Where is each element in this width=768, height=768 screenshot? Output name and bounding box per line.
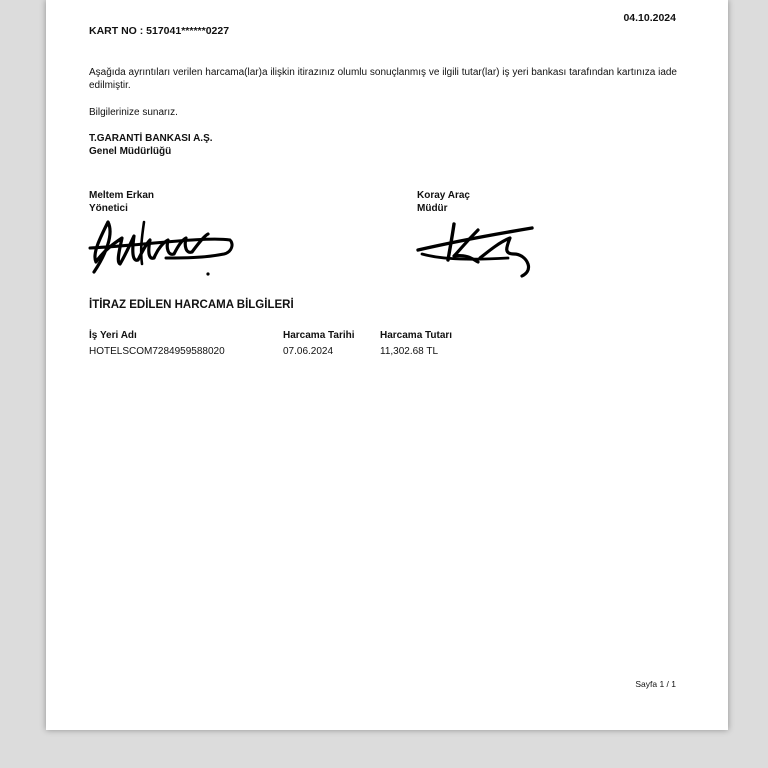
card-number: KART NO : 517041******0227 <box>89 25 230 37</box>
signatory-2-name: Koray Araç <box>417 190 470 201</box>
bank-department: Genel Müdürlüğü <box>89 145 172 157</box>
closing-line: Bilgilerinize sunarız. <box>89 107 178 118</box>
table-header-amount: Harcama Tutarı <box>380 330 453 341</box>
signature-1-image <box>86 214 236 280</box>
table-header-date: Harcama Tarihi <box>283 330 355 341</box>
table-cell-date: 07.06.2024 <box>283 346 334 357</box>
signatory-1 <box>89 190 154 215</box>
table-cell-merchant: HOTELSCOM7284959588020 <box>89 346 225 357</box>
table-header-merchant: İş Yeri Adı <box>89 330 137 341</box>
bank-name: T.GARANTİ BANKASI A.Ş. <box>89 133 213 144</box>
body-paragraph: Aşağıda ayrıntıları verilen harcama(lar)a ilişkin itirazınız olumlu sonuçlanmış ve ilgili tutar(lar) iş yeri bankası tarafından kartınıza iade edilmiştir. <box>89 67 677 91</box>
signatory-1-title: Yönetici <box>89 202 128 214</box>
table-cell-amount: 11,302.68 TL <box>380 346 439 357</box>
page-number: Sayfa 1 / 1 <box>635 679 676 689</box>
signatory-2-title: Müdür <box>417 202 448 214</box>
section-title: İTİRAZ EDİLEN HARCAMA BİLGİLERİ <box>89 299 294 311</box>
signature-2-image <box>414 214 538 280</box>
document-page <box>46 0 728 730</box>
document-date: 04.10.2024 <box>623 12 676 24</box>
bank-block <box>89 133 213 158</box>
signatory-1-name: Meltem Erkan <box>89 190 155 201</box>
signatory-2 <box>417 190 470 215</box>
